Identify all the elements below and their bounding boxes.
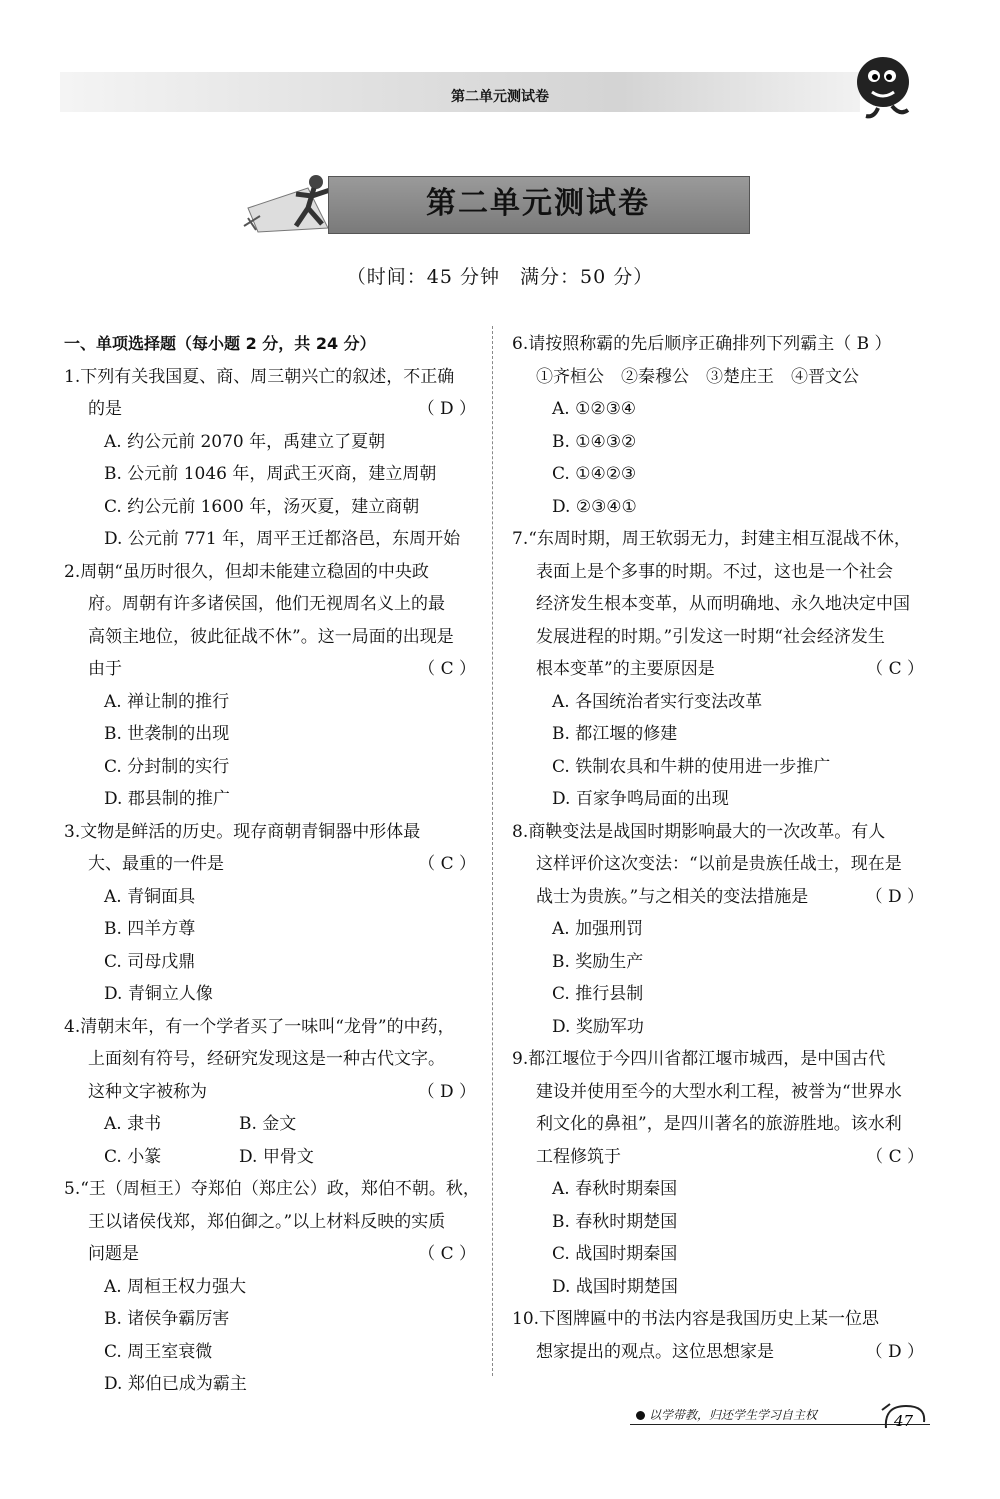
question-continuation (512, 556, 932, 589)
answer-option (64, 491, 484, 524)
answer-key: （ D ） (417, 399, 476, 419)
answer-option (64, 881, 484, 914)
line-text: B. 公元前 1046 年，周武王灭商，建立周朝 (104, 464, 437, 484)
line-text: 大、最重的一件是 (88, 854, 224, 874)
page-number-badge (880, 1400, 930, 1434)
line-text: 一、单项选择题（每小题 2 分，共 24 分） (64, 334, 376, 353)
answer-option (512, 1238, 932, 1271)
line-text: A. 春秋时期秦国 (552, 1179, 678, 1199)
question-line (64, 556, 484, 589)
line-text: A. 加强刑罚 (552, 919, 644, 939)
line-text: 根本变革”的主要原因是 (536, 659, 715, 679)
question-continuation (64, 393, 484, 426)
line-text: 想家提出的观点。这位思想家是 (536, 1341, 774, 1362)
line-text: 这样评价这次变法：“以前是贵族任战士，现在是 (536, 854, 902, 874)
question-continuation (512, 621, 932, 654)
line-text: A. ①②③④ (552, 399, 637, 419)
line-text: C. 司母戊鼎 (104, 951, 196, 972)
line-text: 10.下图牌匾中的书法内容是我国历史上某一位思 (512, 1309, 880, 1329)
answer-option (512, 978, 932, 1011)
answer-option-pair (64, 1108, 484, 1141)
line-text: B. 都江堰的修建 (552, 724, 678, 744)
line-text: D. 郡县制的推广 (104, 789, 230, 809)
line-text: C. 推行县制 (552, 984, 644, 1004)
section-heading (64, 328, 484, 361)
line-text: C. 周王室衰微 (104, 1341, 213, 1362)
line-text: D. ②③④① (552, 496, 637, 517)
line-text: D. 青铜立人像 (104, 984, 213, 1004)
line-text: C. 约公元前 1600 年，汤灭夏，建立商朝 (104, 496, 420, 517)
line-text: 4.清朝末年，有一个学者买了一味叫“龙骨”的中药， (64, 1016, 455, 1037)
line-text: 发展进程的时期。”引发这一时期“社会经济发生 (536, 626, 885, 647)
answer-option (512, 426, 932, 459)
line-text: 2.周朝“虽历时很久，但却未能建立稳固的中央政 (64, 561, 429, 582)
line-text: B. 四羊方尊 (104, 919, 196, 939)
answer-option (64, 913, 484, 946)
answer-option: B. 金文 (239, 1114, 297, 1134)
answer-option (512, 491, 932, 524)
mascot-icon (848, 48, 918, 120)
answer-option (512, 1206, 932, 1239)
line-text: A. 约公元前 2070 年，禹建立了夏朝 (104, 431, 386, 452)
line-text: A. 周桓王权力强大 (104, 1276, 247, 1297)
question-continuation (512, 881, 932, 914)
question-continuation (512, 1141, 932, 1174)
question-continuation (64, 1043, 484, 1076)
question-line (512, 328, 932, 361)
answer-option (64, 946, 484, 979)
line-text: D. 百家争鸣局面的出现 (552, 789, 729, 809)
question-line (64, 816, 484, 849)
question-continuation (512, 1336, 932, 1369)
answer-option: D. 甲骨文 (239, 1146, 314, 1167)
line-text: B. 诸侯争霸厉害 (104, 1309, 230, 1329)
line-text: 由于 (88, 659, 122, 679)
line-text: 1.下列有关我国夏、商、周三朝兴亡的叙述，不正确 (64, 366, 455, 387)
question-line (512, 523, 932, 556)
page-number: 47 (894, 1412, 914, 1430)
answer-option (64, 1336, 484, 1369)
answer-option-pair (64, 1141, 484, 1174)
running-header: 第二单元测试卷 (451, 89, 549, 105)
answer-option (64, 1303, 484, 1336)
question-line (512, 1303, 932, 1336)
question-continuation (512, 848, 932, 881)
line-text: 王以诸侯伐郑，郑伯御之。”以上材料反映的实质 (88, 1211, 446, 1232)
answer-option (512, 1271, 932, 1304)
answer-option (512, 1011, 932, 1044)
line-text: 6.请按照称霸的先后顺序正确排列下列霸主（ B ） (512, 334, 892, 354)
answer-key: （ D ） (417, 1081, 476, 1102)
answer-option: A. 隶书 (104, 1114, 162, 1134)
question-continuation (512, 588, 932, 621)
answer-option (64, 978, 484, 1011)
question-continuation (64, 1076, 484, 1109)
exam-info: （时间：45 分钟 满分：50 分） (346, 266, 654, 288)
question-continuation (512, 361, 932, 394)
line-text: B. 春秋时期楚国 (552, 1211, 678, 1232)
question-continuation (64, 1238, 484, 1271)
right-column (512, 328, 932, 1368)
line-text: D. 奖励军功 (552, 1016, 644, 1037)
left-column (64, 328, 484, 1401)
answer-option (512, 1173, 932, 1206)
line-text: B. 世袭制的出现 (104, 724, 230, 744)
line-text: 高领主地位，彼此征战不休”。这一局面的出现是 (88, 626, 454, 647)
footer-slogan (636, 1406, 817, 1423)
question-continuation (64, 1206, 484, 1239)
line-text: D. 公元前 771 年，周平王迁都洛邑，东周开始 (104, 529, 461, 549)
line-text: A. 禅让制的推行 (104, 691, 230, 712)
line-text: 表面上是个多事的时期。不过，这也是一个社会 (536, 561, 893, 582)
answer-option (64, 523, 484, 556)
answer-key: （ C ） (866, 1146, 924, 1167)
line-text: 9.都江堰位于今四川省都江堰市城西，是中国古代 (512, 1049, 886, 1069)
line-text: 3.文物是鲜活的历史。现存商朝青铜器中形体最 (64, 821, 421, 842)
question-continuation (64, 848, 484, 881)
answer-option (512, 913, 932, 946)
title-banner (238, 168, 748, 236)
line-text: ①齐桓公 ②秦穆公 ③楚庄王 ④晋文公 (536, 366, 859, 387)
line-text: 战士为贵族。”与之相关的变法措施是 (536, 886, 809, 907)
question-line (512, 1043, 932, 1076)
question-continuation (64, 621, 484, 654)
answer-option (512, 751, 932, 784)
question-line (64, 1011, 484, 1044)
footer-slogan-text: 以学带教，归还学生学习自主权 (649, 1408, 818, 1422)
answer-option (512, 718, 932, 751)
line-text: D. 郑伯已成为霸主 (104, 1374, 247, 1394)
line-text: B. ①④③② (552, 431, 637, 452)
answer-option: C. 小篆 (104, 1146, 162, 1167)
line-text: 工程修筑于 (536, 1146, 621, 1167)
question-continuation (512, 653, 932, 686)
bullet-icon (636, 1411, 645, 1420)
line-text: C. 铁制农具和牛耕的使用进一步推广 (552, 756, 831, 777)
answer-option (64, 751, 484, 784)
column-divider (492, 326, 493, 1376)
line-text: 利文化的鼻祖”，是四川著名的旅游胜地。该水利 (536, 1114, 902, 1134)
answer-key: （ C ） (418, 659, 476, 679)
line-text: 上面刻有符号，经研究发现这是一种古代文字。 (88, 1049, 445, 1069)
line-text: 建设并使用至今的大型水利工程，被誉为“世界水 (536, 1081, 902, 1102)
line-text: 府。周朝有许多诸侯国，他们无视周名义上的最 (88, 594, 445, 614)
line-text: 5.“王（周桓王）夺郑伯（郑庄公）政，郑伯不朝。秋， (64, 1179, 480, 1199)
answer-key: （ C ） (866, 659, 924, 679)
answer-option (512, 946, 932, 979)
answer-option (64, 718, 484, 751)
line-text: A. 各国统治者实行变法改革 (552, 691, 763, 712)
question-line (64, 1173, 484, 1206)
line-text: C. 分封制的实行 (104, 756, 230, 777)
question-line (64, 361, 484, 394)
line-text: C. 战国时期秦国 (552, 1244, 678, 1264)
question-continuation (64, 588, 484, 621)
line-text: 这种文字被称为 (88, 1081, 207, 1102)
answer-option (64, 783, 484, 816)
line-text: 经济发生根本变革，从而明确地、永久地决定中国 (536, 594, 910, 614)
question-continuation (512, 1108, 932, 1141)
line-text: 7.“东周时期，周王软弱无力，封建主相互混战不休， (512, 529, 911, 549)
answer-option (64, 1368, 484, 1401)
answer-option (512, 686, 932, 719)
question-continuation (64, 653, 484, 686)
answer-key: （ C ） (418, 854, 476, 874)
answer-key: （ D ） (865, 1341, 924, 1362)
answer-key: （ C ） (418, 1244, 476, 1264)
answer-option (64, 426, 484, 459)
answer-option (512, 393, 932, 426)
page-title: 第二单元测试卷 (426, 186, 650, 221)
answer-option (512, 783, 932, 816)
answer-key: （ D ） (865, 886, 924, 907)
line-text: C. ①④②③ (552, 464, 637, 484)
line-text: B. 奖励生产 (552, 951, 644, 972)
line-text: A. 青铜面具 (104, 886, 196, 907)
answer-option (64, 458, 484, 491)
question-line (512, 816, 932, 849)
answer-option (64, 686, 484, 719)
answer-option (512, 458, 932, 491)
answer-option (64, 1271, 484, 1304)
question-continuation (512, 1076, 932, 1109)
line-text: 问题是 (88, 1244, 139, 1264)
line-text: 的是 (88, 399, 122, 419)
line-text: 8.商鞅变法是战国时期影响最大的一次改革。有人 (512, 821, 886, 842)
line-text: D. 战国时期楚国 (552, 1276, 678, 1297)
